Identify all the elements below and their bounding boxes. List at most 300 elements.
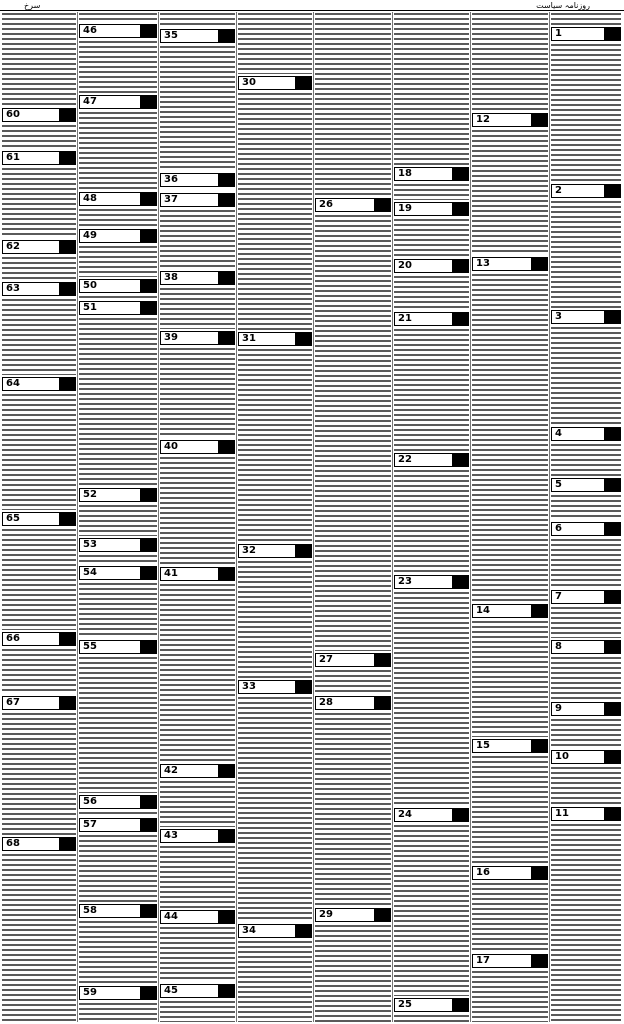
- label-tag-icon: [218, 765, 234, 777]
- item-number: 54: [83, 567, 97, 578]
- label-tag-icon: [140, 230, 156, 242]
- item-number: 34: [242, 925, 256, 936]
- text-lines: [551, 12, 621, 25]
- text-block: [79, 317, 157, 486]
- text-block: [551, 43, 621, 182]
- text-block: [394, 591, 469, 806]
- text-lines: [2, 12, 76, 106]
- text-lines: [2, 167, 76, 238]
- text-lines: [472, 620, 548, 737]
- text-block: [238, 12, 312, 74]
- item-number-label: [551, 807, 621, 821]
- item-number-label: [160, 764, 235, 778]
- label-tag-icon: [604, 808, 620, 820]
- column-divider: [313, 12, 314, 1022]
- label-tag-icon: [531, 955, 547, 967]
- text-lines: [551, 718, 621, 748]
- label-tag-icon: [59, 241, 75, 253]
- item-number-label: [160, 271, 235, 285]
- text-block: [394, 183, 469, 200]
- item-number: 50: [83, 280, 97, 291]
- item-number-label: [472, 257, 548, 271]
- label-tag-icon: [140, 641, 156, 653]
- item-number-label: [551, 640, 621, 654]
- text-lines: [315, 712, 391, 906]
- label-tag-icon: [604, 641, 620, 653]
- text-lines: [238, 940, 312, 1022]
- text-lines: [79, 834, 157, 902]
- item-number: 59: [83, 987, 97, 998]
- label-tag-icon: [59, 283, 75, 295]
- item-number: 15: [476, 740, 490, 751]
- item-number-label: [2, 108, 76, 122]
- text-block: [2, 393, 76, 510]
- item-number-label: [551, 702, 621, 716]
- text-lines: [551, 200, 621, 308]
- text-block: [79, 504, 157, 536]
- text-block: [472, 970, 548, 1022]
- text-lines: [79, 920, 157, 984]
- item-number: 5: [555, 479, 562, 490]
- item-number-label: [79, 95, 157, 109]
- item-number: 7: [555, 591, 562, 602]
- column-divider: [236, 12, 237, 1022]
- text-block: [551, 443, 621, 476]
- item-number: 38: [164, 272, 178, 283]
- item-number: 47: [83, 96, 97, 107]
- text-lines: [79, 208, 157, 227]
- item-number-label: [79, 795, 157, 809]
- text-lines: [2, 648, 76, 694]
- text-block: [472, 129, 548, 255]
- text-lines: [394, 275, 469, 310]
- text-lines: [160, 45, 235, 171]
- label-tag-icon: [452, 203, 468, 215]
- text-block: [472, 620, 548, 737]
- item-number: 60: [6, 109, 20, 120]
- page-header-left: سرخ: [24, 1, 41, 10]
- label-tag-icon: [604, 185, 620, 197]
- column-divider: [470, 12, 471, 1022]
- item-number: 67: [6, 697, 20, 708]
- text-block: [551, 718, 621, 748]
- label-tag-icon: [218, 332, 234, 344]
- item-number: 1: [555, 28, 562, 39]
- item-number-label: [551, 750, 621, 764]
- text-block: [160, 456, 235, 565]
- label-tag-icon: [218, 568, 234, 580]
- text-lines: [551, 823, 621, 1022]
- label-tag-icon: [531, 258, 547, 270]
- text-lines: [551, 656, 621, 700]
- item-number: 31: [242, 333, 256, 344]
- item-number: 3: [555, 311, 562, 322]
- text-lines: [160, 12, 235, 27]
- item-number-label: [79, 566, 157, 580]
- item-number-label: [551, 310, 621, 324]
- label-tag-icon: [218, 30, 234, 42]
- label-tag-icon: [452, 454, 468, 466]
- item-number: 62: [6, 241, 20, 252]
- label-tag-icon: [59, 697, 75, 709]
- item-number: 17: [476, 955, 490, 966]
- text-lines: [2, 528, 76, 630]
- item-number-label: [238, 680, 312, 694]
- label-tag-icon: [140, 280, 156, 292]
- text-lines: [551, 766, 621, 805]
- item-number-label: [160, 984, 235, 998]
- text-block: [160, 12, 235, 27]
- label-tag-icon: [374, 654, 390, 666]
- item-number-label: [2, 696, 76, 710]
- text-lines: [79, 12, 157, 22]
- item-number: 13: [476, 258, 490, 269]
- label-tag-icon: [374, 199, 390, 211]
- text-block: [238, 560, 312, 678]
- text-lines: [160, 456, 235, 565]
- item-number: 58: [83, 905, 97, 916]
- item-number: 63: [6, 283, 20, 294]
- label-tag-icon: [531, 605, 547, 617]
- item-number-label: [238, 332, 312, 346]
- item-number-label: [160, 193, 235, 207]
- text-block: [551, 200, 621, 308]
- text-block: [394, 328, 469, 451]
- text-block: [238, 940, 312, 1022]
- label-tag-icon: [218, 911, 234, 923]
- label-tag-icon: [218, 194, 234, 206]
- text-lines: [551, 326, 621, 425]
- column-1: [2, 12, 76, 1022]
- text-block: [2, 256, 76, 280]
- header-rule: [0, 10, 624, 11]
- label-tag-icon: [140, 819, 156, 831]
- label-tag-icon: [59, 513, 75, 525]
- text-lines: [2, 712, 76, 835]
- item-number: 23: [398, 576, 412, 587]
- text-lines: [160, 780, 235, 827]
- item-number-label: [79, 279, 157, 293]
- text-block: [472, 12, 548, 111]
- item-number-label: [551, 27, 621, 41]
- text-block: [2, 298, 76, 375]
- item-number: 33: [242, 681, 256, 692]
- item-number: 32: [242, 545, 256, 556]
- item-number: 12: [476, 114, 490, 125]
- text-lines: [160, 209, 235, 269]
- item-number-label: [394, 312, 469, 326]
- label-tag-icon: [59, 378, 75, 390]
- item-number: 10: [555, 751, 569, 762]
- item-number: 55: [83, 641, 97, 652]
- item-number-label: [2, 240, 76, 254]
- item-number: 41: [164, 568, 178, 579]
- item-number: 56: [83, 796, 97, 807]
- item-number: 21: [398, 313, 412, 324]
- item-number: 68: [6, 838, 20, 849]
- text-block: [238, 92, 312, 330]
- column-3: [160, 12, 235, 1022]
- item-number: 26: [319, 199, 333, 210]
- item-number-label: [160, 910, 235, 924]
- column-8: [551, 12, 621, 1022]
- text-block: [315, 214, 391, 651]
- text-lines: [79, 295, 157, 299]
- text-block: [160, 583, 235, 762]
- label-tag-icon: [452, 168, 468, 180]
- label-tag-icon: [140, 25, 156, 37]
- text-lines: [551, 606, 621, 638]
- item-number-label: [2, 151, 76, 165]
- label-tag-icon: [140, 193, 156, 205]
- label-tag-icon: [604, 428, 620, 440]
- item-number: 16: [476, 867, 490, 878]
- text-lines: [315, 214, 391, 651]
- label-tag-icon: [295, 333, 311, 345]
- item-number: 43: [164, 830, 178, 841]
- label-tag-icon: [140, 489, 156, 501]
- label-tag-icon: [531, 740, 547, 752]
- text-lines: [394, 824, 469, 996]
- text-block: [2, 712, 76, 835]
- text-lines: [394, 591, 469, 806]
- item-number-label: [551, 184, 621, 198]
- item-number: 37: [164, 194, 178, 205]
- item-number-label: [315, 653, 391, 667]
- label-tag-icon: [59, 838, 75, 850]
- label-tag-icon: [140, 987, 156, 999]
- label-tag-icon: [452, 260, 468, 272]
- label-tag-icon: [140, 796, 156, 808]
- item-number: 64: [6, 378, 20, 389]
- text-block: [160, 926, 235, 982]
- text-block: [79, 111, 157, 190]
- text-lines: [2, 256, 76, 280]
- label-tag-icon: [140, 96, 156, 108]
- item-number: 22: [398, 454, 412, 465]
- label-tag-icon: [140, 567, 156, 579]
- column-divider: [158, 12, 159, 1022]
- label-tag-icon: [374, 697, 390, 709]
- item-number: 44: [164, 911, 178, 922]
- label-tag-icon: [218, 441, 234, 453]
- text-lines: [79, 111, 157, 190]
- text-block: [238, 348, 312, 542]
- item-number-label: [160, 567, 235, 581]
- text-lines: [394, 469, 469, 573]
- item-number-label: [79, 640, 157, 654]
- item-number: 39: [164, 332, 178, 343]
- text-block: [79, 811, 157, 816]
- item-number-label: [2, 282, 76, 296]
- item-number-label: [79, 229, 157, 243]
- text-block: [551, 494, 621, 520]
- text-block: [394, 12, 469, 165]
- item-number-label: [79, 818, 157, 832]
- label-tag-icon: [295, 681, 311, 693]
- label-tag-icon: [452, 999, 468, 1011]
- page-header-title: روزنامہ سیاست: [536, 1, 590, 10]
- label-tag-icon: [218, 174, 234, 186]
- text-lines: [160, 926, 235, 982]
- text-block: [551, 606, 621, 638]
- text-block: [2, 12, 76, 106]
- text-block: [79, 40, 157, 93]
- item-number: 66: [6, 633, 20, 644]
- item-number-label: [238, 544, 312, 558]
- label-tag-icon: [604, 479, 620, 491]
- label-tag-icon: [604, 703, 620, 715]
- text-lines: [79, 582, 157, 638]
- item-number: 35: [164, 30, 178, 41]
- column-5: [315, 12, 391, 1022]
- label-tag-icon: [295, 925, 311, 937]
- text-block: [472, 755, 548, 864]
- item-number: 4: [555, 428, 562, 439]
- item-number: 48: [83, 193, 97, 204]
- text-lines: [394, 328, 469, 451]
- item-number-label: [79, 301, 157, 315]
- text-block: [79, 582, 157, 638]
- item-number: 2: [555, 185, 562, 196]
- text-lines: [160, 583, 235, 762]
- text-lines: [79, 245, 157, 277]
- text-block: [79, 656, 157, 793]
- item-number: 14: [476, 605, 490, 616]
- text-lines: [472, 882, 548, 952]
- text-block: [472, 882, 548, 952]
- item-number-label: [79, 986, 157, 1000]
- item-number-label: [472, 604, 548, 618]
- text-block: [551, 326, 621, 425]
- item-number-label: [160, 829, 235, 843]
- text-lines: [160, 1000, 235, 1022]
- text-lines: [394, 1014, 469, 1022]
- text-lines: [238, 12, 312, 74]
- text-block: [551, 656, 621, 700]
- text-lines: [2, 124, 76, 149]
- text-lines: [472, 970, 548, 1022]
- text-block: [79, 834, 157, 902]
- label-tag-icon: [59, 633, 75, 645]
- text-block: [79, 554, 157, 564]
- item-number: 57: [83, 819, 97, 830]
- text-block: [79, 245, 157, 277]
- item-number-label: [394, 453, 469, 467]
- item-number-label: [394, 808, 469, 822]
- text-block: [315, 12, 391, 196]
- text-lines: [472, 755, 548, 864]
- label-tag-icon: [604, 751, 620, 763]
- text-block: [160, 1000, 235, 1022]
- text-lines: [551, 43, 621, 182]
- text-lines: [160, 287, 235, 329]
- item-number: 27: [319, 654, 333, 665]
- text-block: [2, 528, 76, 630]
- item-number: 40: [164, 441, 178, 452]
- column-2: [79, 12, 157, 1022]
- label-tag-icon: [604, 591, 620, 603]
- item-number-label: [394, 259, 469, 273]
- label-tag-icon: [218, 985, 234, 997]
- text-block: [551, 766, 621, 805]
- text-lines: [394, 183, 469, 200]
- text-block: [551, 12, 621, 25]
- item-number-label: [79, 904, 157, 918]
- text-block: [315, 669, 391, 694]
- text-lines: [315, 924, 391, 1022]
- item-number: 51: [83, 302, 97, 313]
- item-number-label: [160, 173, 235, 187]
- text-block: [551, 538, 621, 588]
- label-tag-icon: [218, 272, 234, 284]
- text-block: [160, 45, 235, 171]
- text-lines: [472, 12, 548, 111]
- item-number-label: [160, 331, 235, 345]
- item-number: 25: [398, 999, 412, 1010]
- item-number-label: [551, 522, 621, 536]
- label-tag-icon: [604, 523, 620, 535]
- item-number-label: [394, 998, 469, 1012]
- label-tag-icon: [374, 909, 390, 921]
- text-block: [315, 924, 391, 1022]
- item-number-label: [472, 739, 548, 753]
- text-block: [2, 853, 76, 1022]
- text-block: [394, 218, 469, 257]
- column-4: [238, 12, 312, 1022]
- item-number-label: [315, 908, 391, 922]
- label-tag-icon: [295, 545, 311, 557]
- text-lines: [315, 669, 391, 694]
- item-number-label: [79, 192, 157, 206]
- item-number: 52: [83, 489, 97, 500]
- label-tag-icon: [218, 830, 234, 842]
- text-block: [394, 824, 469, 996]
- text-lines: [551, 494, 621, 520]
- item-number-label: [472, 113, 548, 127]
- item-number-label: [79, 538, 157, 552]
- text-lines: [2, 298, 76, 375]
- text-block: [551, 823, 621, 1022]
- text-lines: [394, 12, 469, 165]
- item-number: 30: [242, 77, 256, 88]
- item-number-label: [79, 24, 157, 38]
- item-number: 11: [555, 808, 569, 819]
- text-lines: [238, 92, 312, 330]
- column-divider: [392, 12, 393, 1022]
- column-7: [472, 12, 548, 1022]
- text-block: [394, 275, 469, 310]
- text-lines: [79, 40, 157, 93]
- item-number-label: [394, 202, 469, 216]
- item-number-label: [315, 696, 391, 710]
- item-number: 28: [319, 697, 333, 708]
- text-block: [79, 295, 157, 299]
- text-lines: [238, 348, 312, 542]
- item-number: 46: [83, 25, 97, 36]
- label-tag-icon: [452, 576, 468, 588]
- column-6: [394, 12, 469, 1022]
- item-number-label: [2, 512, 76, 526]
- text-lines: [79, 504, 157, 536]
- item-number-label: [238, 76, 312, 90]
- label-tag-icon: [59, 152, 75, 164]
- text-lines: [79, 656, 157, 793]
- item-number-label: [394, 575, 469, 589]
- item-number: 20: [398, 260, 412, 271]
- text-block: [315, 712, 391, 906]
- label-tag-icon: [140, 905, 156, 917]
